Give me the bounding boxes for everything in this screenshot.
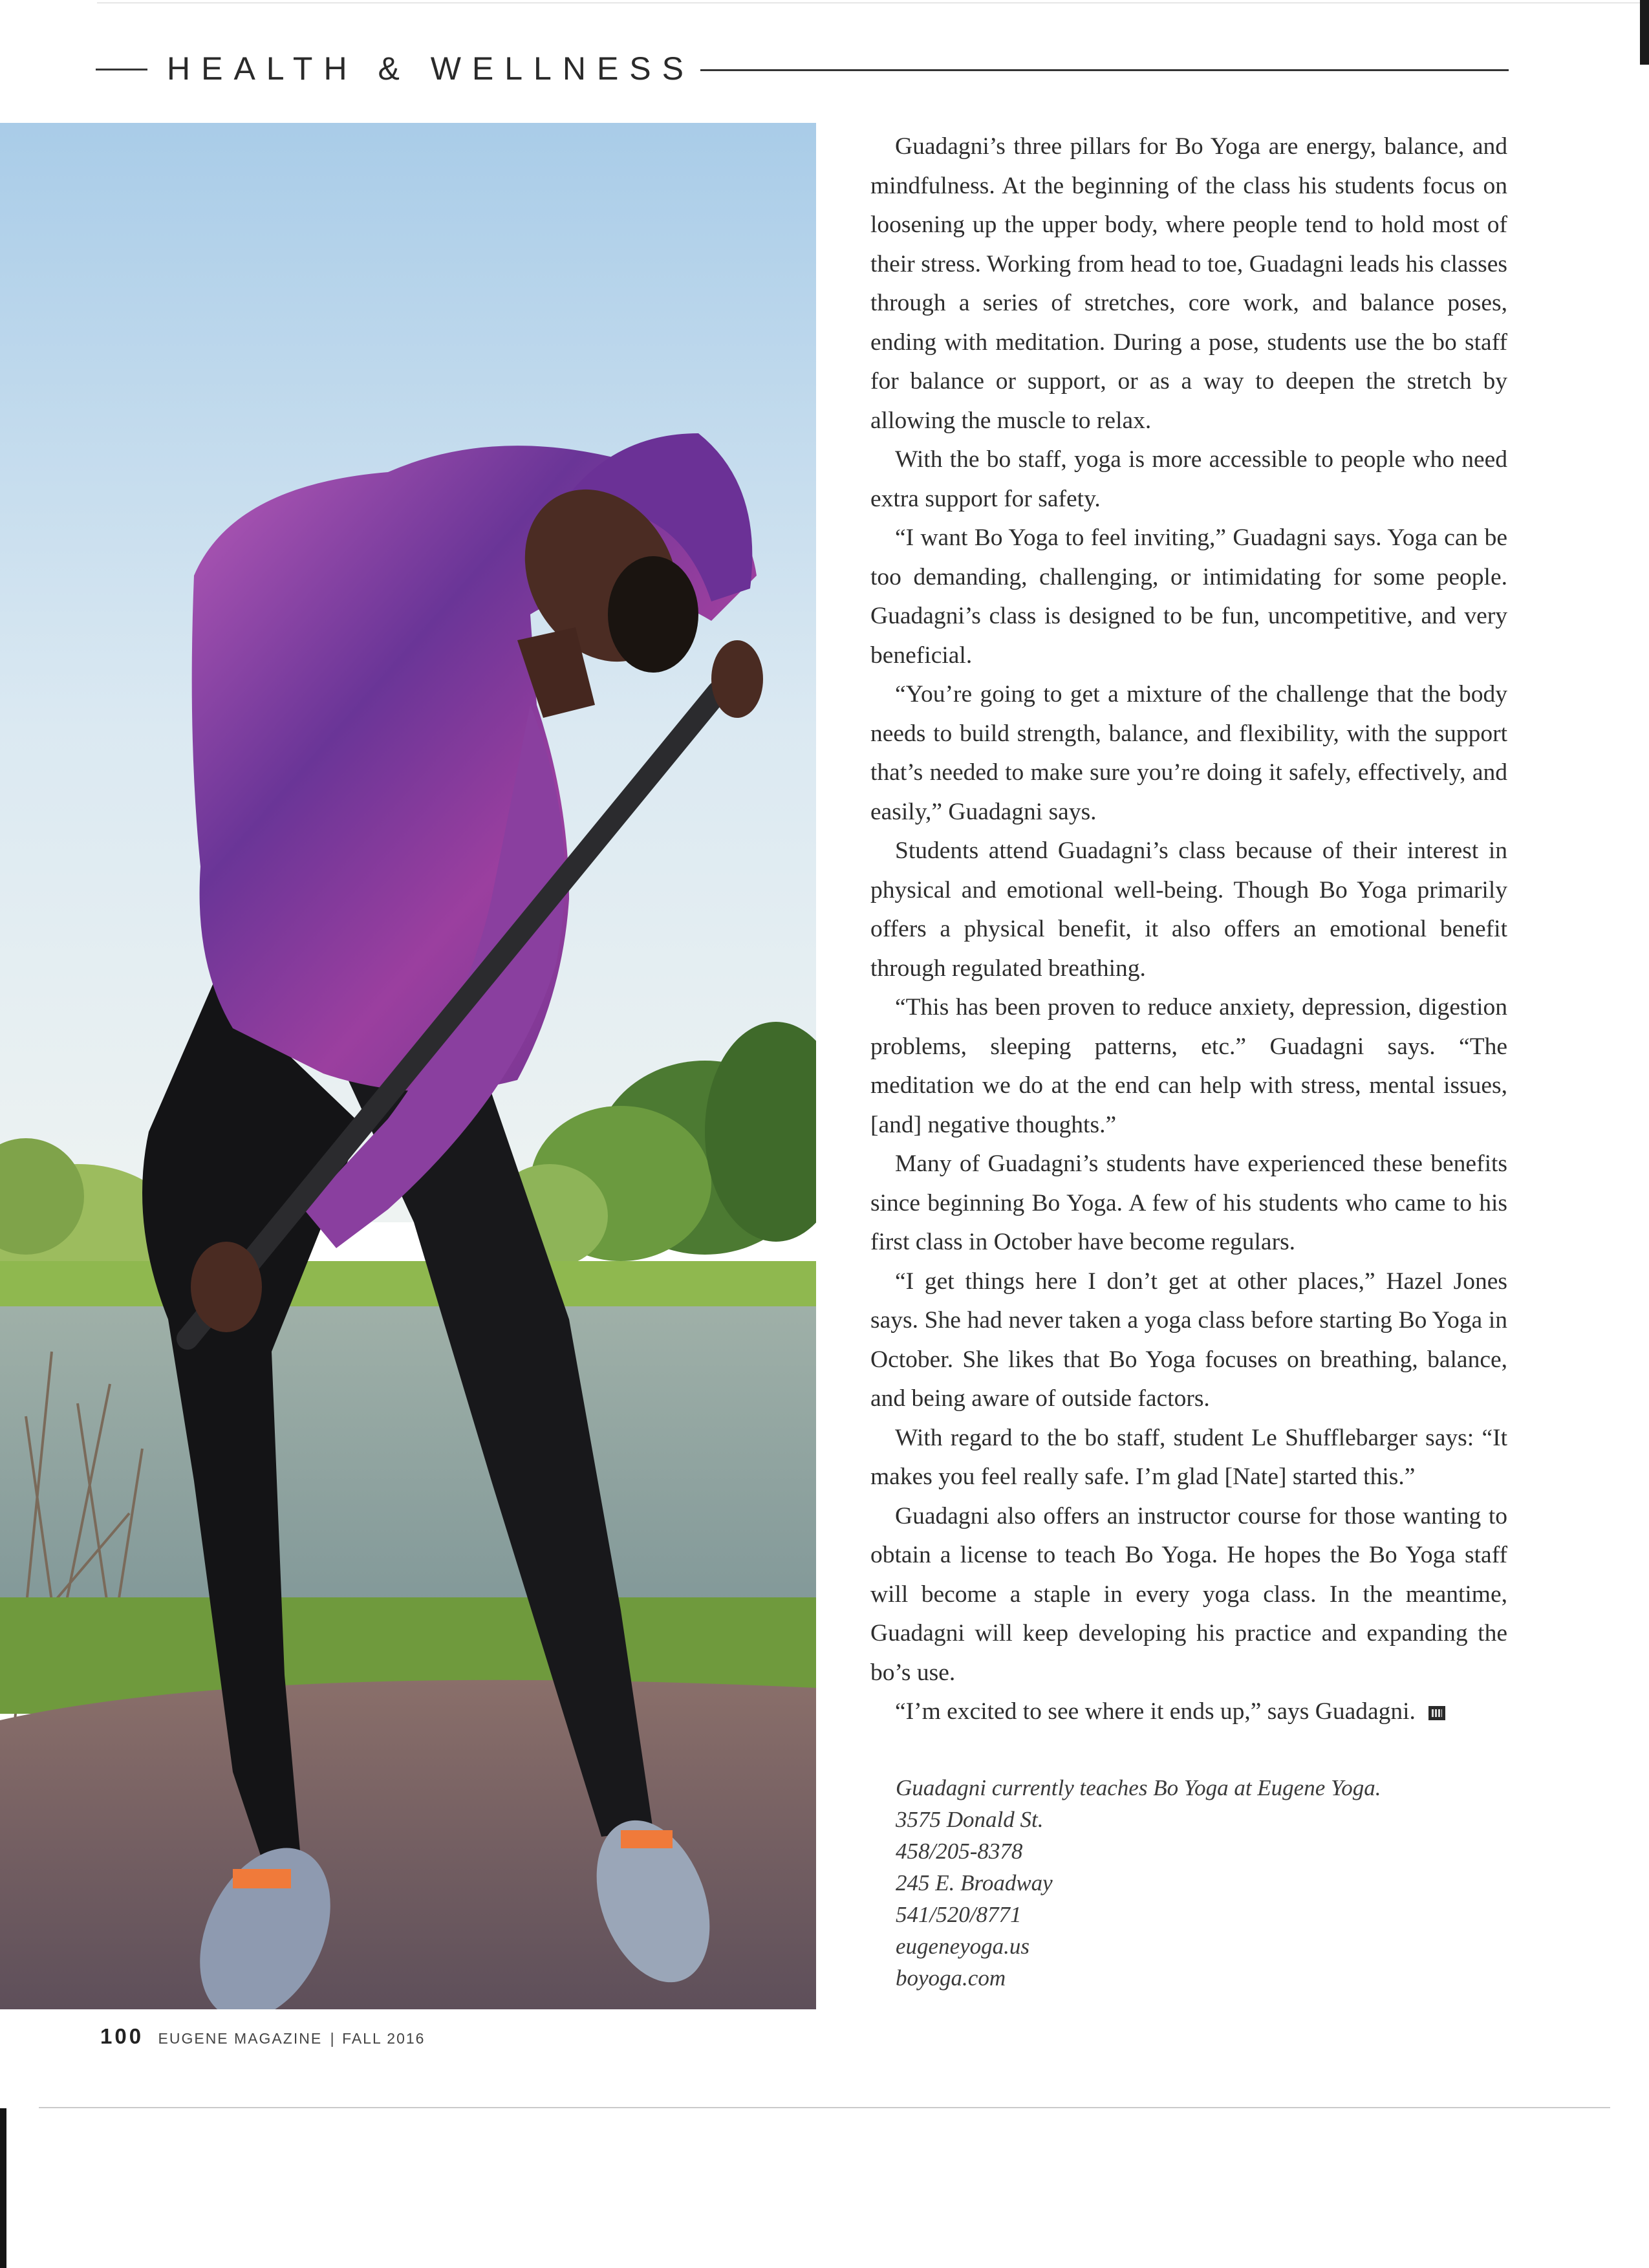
yoga-photo	[0, 123, 816, 2009]
scan-edge-line	[39, 2107, 1610, 2108]
contact-address-2: 245 E. Broadway	[896, 1870, 1053, 1895]
article-paragraph: “I want Bo Yoga to feel inviting,” Guadagni says. Yoga can be too demanding, challenging, or intimidating for some people. Guadagni’s class is designed to be fun, uncompetitive, and very beneficial.	[870, 524, 1507, 669]
section-header	[96, 50, 1509, 87]
final-quote: “I’m excited to see where it ends up,” says Guadagni.	[895, 1698, 1416, 1725]
article-final-paragraph	[870, 1692, 1507, 1732]
article-paragraph: “This has been proven to reduce anxiety, depression, digestion problems, sleeping patterns, etc.” Guadagni says. “The meditation we do at the end can help with stress, mental issues, [and] negative thoughts.”	[870, 994, 1507, 1138]
contact-phone-1: 458/205-8378	[896, 1839, 1023, 1864]
scan-edge-artifact	[1640, 0, 1649, 65]
article-paragraph: With the bo staff, yoga is more accessible to people who need extra support for safety.	[870, 446, 1507, 512]
header-dash	[96, 69, 147, 70]
folio-separator: |	[330, 2030, 334, 2047]
end-mark-icon	[1428, 1706, 1445, 1720]
water	[0, 1306, 816, 1643]
contact-website-2[interactable]: boyoga.com	[896, 1965, 1006, 1991]
contact-phone-2: 541/520/8771	[896, 1902, 1022, 1927]
magazine-name: EUGENE MAGAZINE	[158, 2030, 323, 2047]
article-body	[870, 127, 1507, 1732]
article-paragraph: Guadagni also offers an instructor course for those wanting to obtain a license to teach Bo Yoga. He hopes the Bo Yoga staff will become a staple in every yoga class. In the meantime, Guadagni will keep developing his practice and expanding the bo’s use.	[870, 1502, 1507, 1686]
section-title: HEALTH & WELLNESS	[167, 50, 695, 87]
article-paragraph: “I get things here I don’t get at other places,” Hazel Jones says. She had never taken a yoga class before starting Bo Yoga in October. She likes that Bo Yoga focuses on breathing, balance, and being aware of outside factors.	[870, 1268, 1507, 1412]
article-paragraph: Students attend Guadagni’s class because of their interest in physical and emotional well-being. Though Bo Yoga primarily offers a physical benefit, it also offers an emotional benefit through regulated breathing.	[870, 837, 1507, 982]
page-folio	[100, 2024, 425, 2049]
issue-label: FALL 2016	[342, 2030, 426, 2047]
article-paragraph: Many of Guadagni’s students have experienced these benefits since beginning Bo Yoga. A few of his students who came to his first class in October have become regulars.	[870, 1150, 1507, 1255]
header-rule	[700, 69, 1509, 71]
contact-info	[896, 1772, 1478, 1994]
article-paragraph: With regard to the bo staff, student Le Shufflebarger says: “It makes you feel really safe. I’m glad [Nate] started this.”	[870, 1424, 1507, 1490]
article-paragraph: “You’re going to get a mixture of the challenge that the body needs to build strength, balance, and flexibility, with the support that’s needed to make sure you’re doing it safely, effectively, and easily,” Guadagni says.	[870, 681, 1507, 825]
contact-intro: Guadagni currently teaches Bo Yoga at Eugene Yoga.	[896, 1775, 1381, 1800]
article-paragraph: Guadagni’s three pillars for Bo Yoga are energy, balance, and mindfulness. At the beginning of the class his students focus on loosening up the upper body, where people tend to hold most of their stress. Working from head to toe, Guadagni leads his classes through a series of stretches, core work, and balance poses, ending with meditation. During a pose, students use the bo staff for balance or support, or as a way to deepen the stretch by allowing the muscle to relax.	[870, 133, 1507, 434]
contact-website-1[interactable]: eugeneyoga.us	[896, 1934, 1030, 1959]
contact-address-1: 3575 Donald St.	[896, 1807, 1044, 1832]
grass-bank	[0, 1261, 816, 1313]
scan-edge-artifact	[0, 2108, 6, 2268]
page-number: 100	[100, 2024, 144, 2048]
